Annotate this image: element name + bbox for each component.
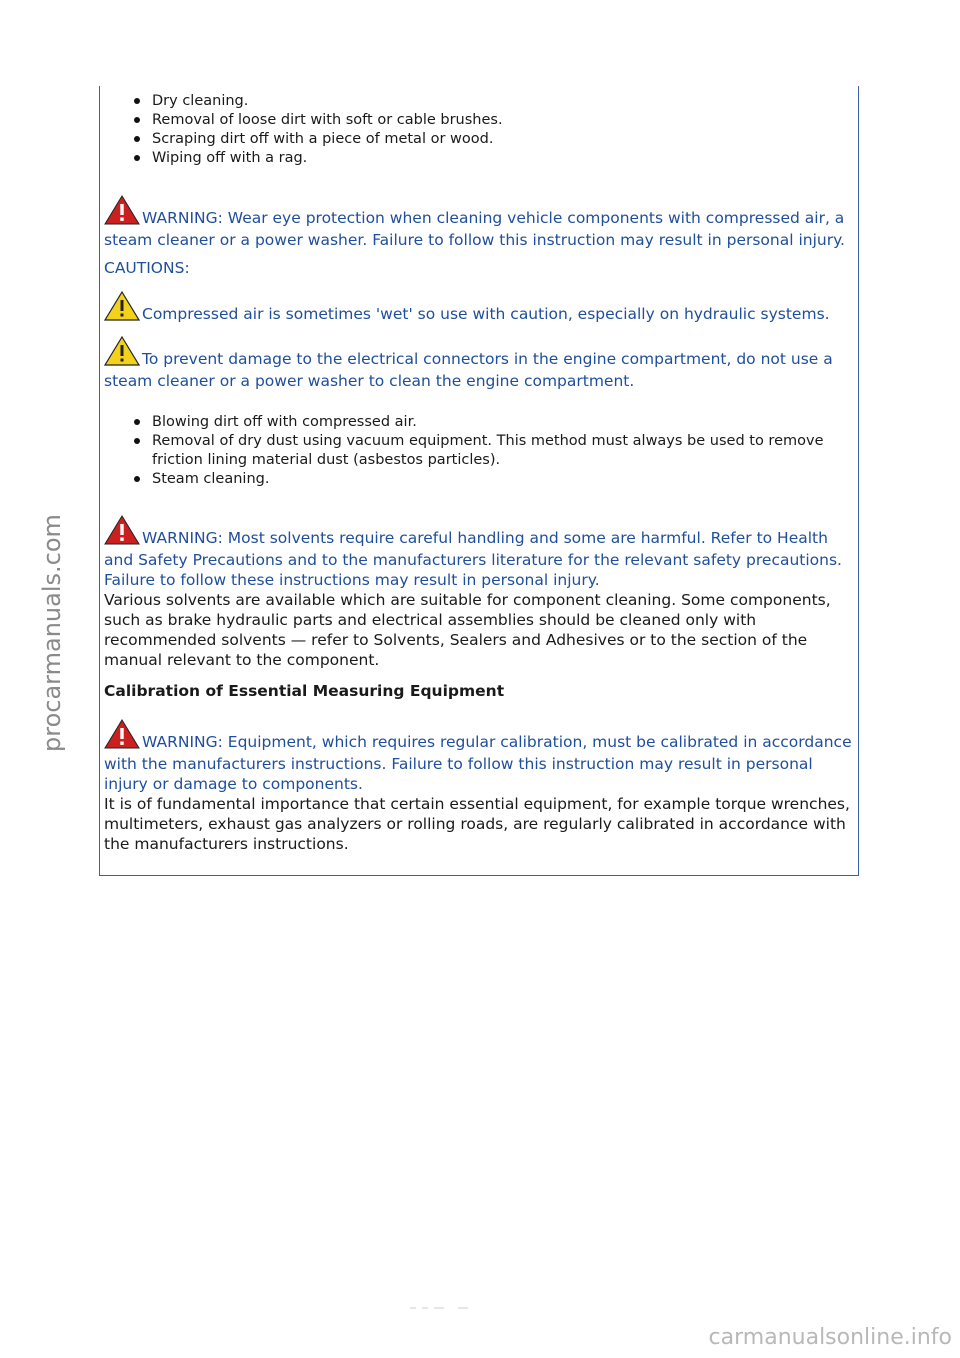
warning-triangle-icon [104, 195, 140, 230]
cleaning-methods-list [104, 92, 856, 168]
caution-engine-compartment [104, 336, 856, 391]
warning-triangle-icon [104, 515, 140, 550]
dust-removal-list [104, 413, 856, 489]
list-item: Removal of loose dirt with soft or cable brushes. [104, 111, 856, 130]
warning-eye-protection [104, 195, 856, 250]
list-item: Blowing dirt off with compressed air. [104, 413, 856, 432]
calibration-paragraph: It is of fundamental importance that certain essential equipment, for example torque wrenches, multimeters, exhaust gas analyzers or rolling roads, are regularly calibrated in accordance with the manufacturers instructions. [104, 795, 850, 853]
warning-solvents [104, 515, 856, 590]
footer-watermark: carmanualsonline.info [708, 1325, 952, 1350]
list-item: Steam cleaning. [104, 470, 856, 489]
caution-compressed-air [104, 291, 856, 326]
cautions-label: CAUTIONS: [104, 259, 190, 277]
list-item: Scraping dirt off with a piece of metal or wood. [104, 130, 856, 149]
warning-text: WARNING: Wear eye protection when cleaning vehicle components with compressed air, a steam cleaner or a power washer. Failure to follow this instruction may result in personal injury. [104, 209, 845, 249]
page-number-faint [410, 1306, 480, 1310]
warning-text: WARNING: Equipment, which requires regular calibration, must be calibrated in accordance with the manufacturers instructions. Failure to follow this instruction may result in personal injury or damage to components. [104, 733, 852, 793]
caution-text: Compressed air is sometimes 'wet' so use with caution, especially on hydraulic systems. [142, 305, 830, 323]
caution-text: To prevent damage to the electrical connectors in the engine compartment, do not use a steam cleaner or a power washer to clean the engine compartment. [104, 350, 833, 390]
list-item: Removal of dry dust using vacuum equipment. This method must always be used to remove friction lining material dust (asbestos particles). [104, 432, 856, 470]
caution-triangle-icon [104, 291, 140, 326]
caution-triangle-icon [104, 336, 140, 371]
list-item: Wiping off with a rag. [104, 149, 856, 168]
warning-text: WARNING: Most solvents require careful handling and some are harmful. Refer to Health and Safety Precautions and to the manufacturers literature for the relevant safety precautions. Failure to follow these instructions may result in personal injury. [104, 529, 842, 589]
section-heading: Calibration of Essential Measuring Equipment [104, 682, 505, 700]
side-watermark: procarmanuals.com [38, 514, 66, 752]
warning-triangle-icon [104, 719, 140, 754]
warning-calibration [104, 719, 856, 794]
solvents-paragraph: Various solvents are available which are suitable for component cleaning. Some components, such as brake hydraulic parts and electrical assemblies should be cleaned only with recommended solvents — refer to Solvents, Sealers and Adhesives or to the section of the manual relevant to the component. [104, 591, 831, 669]
page-content [104, 90, 856, 854]
list-item: Dry cleaning. [104, 92, 856, 111]
